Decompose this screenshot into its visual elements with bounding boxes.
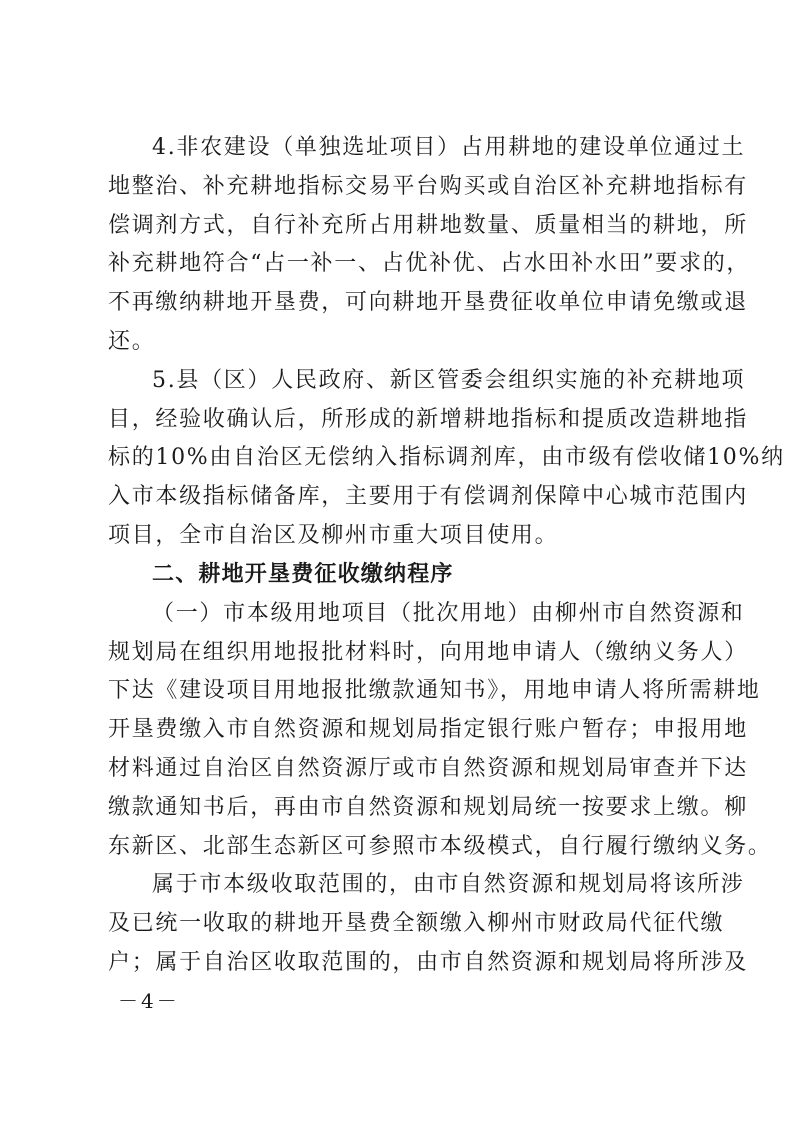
paragraph-5-line: 入市本级指标储备库，主要用于有偿调剂保障中心城市范围内	[108, 484, 748, 510]
page-number: －4－	[118, 989, 180, 1013]
paragraph-1-line: 规划局在组织用地报批材料时，向用地申请人（缴纳义务人）	[108, 639, 748, 665]
paragraph-1-line: 东新区、北部生态新区可参照市本级模式，自行履行缴纳义务。	[108, 833, 772, 859]
paragraph-1-line: 缴款通知书后，再由市自然资源和规划局统一按要求上缴。柳	[108, 794, 748, 820]
paragraph-5-line: 项目，全市自治区及柳州市重大项目使用。	[108, 523, 559, 549]
section-heading: 二、耕地开垦费征收缴纳程序	[152, 561, 454, 587]
paragraph-4-line: 不再缴纳耕地开垦费，可向耕地开垦费征收单位申请免缴或退	[108, 290, 748, 316]
paragraph-2-line: 户；属于自治区收取范围的，由市自然资源和规划局将所涉及	[108, 950, 748, 975]
paragraph-4-line: 4.非农建设（单独选址项目）占用耕地的建设单位通过土	[152, 135, 746, 160]
paragraph-4-line: 偿调剂方式，自行补充所占用耕地数量、质量相当的耕地，所	[108, 212, 748, 238]
paragraph-1-line: （一）市本级用地项目（批次用地）由柳州市自然资源和	[152, 600, 745, 626]
paragraph-4-line: 地整治、补充耕地指标交易平台购买或自治区补充耕地指标有	[108, 173, 748, 199]
paragraph-1-line: 开垦费缴入市自然资源和规划局指定银行账户暂存；申报用地	[108, 717, 748, 743]
paragraph-5-line: 5.县（区）人民政府、新区管委会组织实施的补充耕地项	[152, 367, 746, 393]
paragraph-2-line: 及已统一收取的耕地开垦费全额缴入柳州市财政局代征代缴	[108, 911, 725, 937]
paragraph-5-line: 标的10%由自治区无偿纳入指标调剂库，由市级有偿收储10%纳	[108, 445, 785, 471]
paragraph-1-line: 下达《建设项目用地报批缴款通知书》，用地申请人将所需耕地	[108, 678, 761, 704]
paragraph-5-line: 目，经验收确认后，所形成的新增耕地指标和提质改造耕地指	[108, 406, 748, 432]
paragraph-2-line: 属于市本级收取范围的，由市自然资源和规划局将该所涉	[152, 872, 745, 898]
paragraph-4-line: 还。	[108, 329, 156, 355]
paragraph-4-line: 补充耕地符合“占一补一、占优补优、占水田补水田”要求的，	[108, 251, 751, 277]
paragraph-1-line: 材料通过自治区自然资源厅或市自然资源和规划局审查并下达	[108, 755, 748, 781]
